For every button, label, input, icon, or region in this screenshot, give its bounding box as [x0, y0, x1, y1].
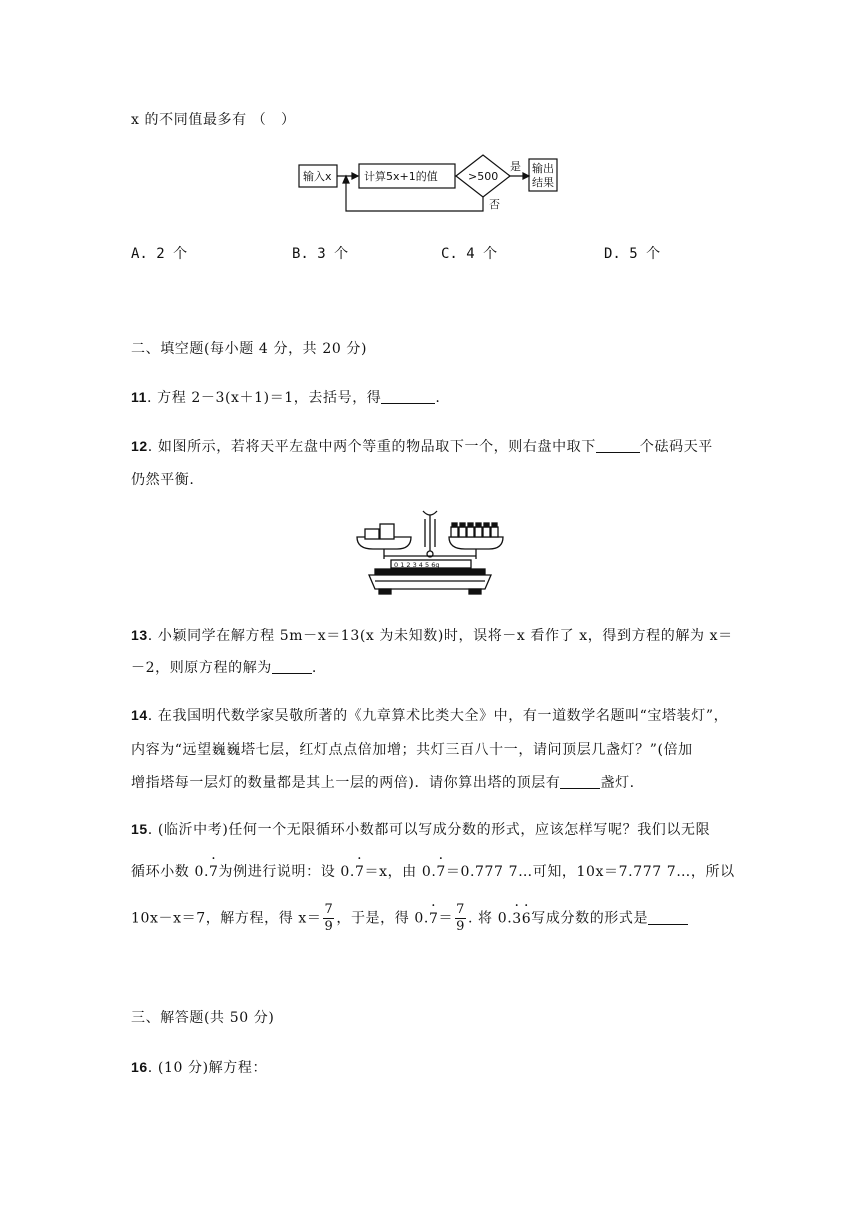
fraction-denominator: 9	[324, 919, 334, 934]
q10-stem: x 的不同值最多有 （ ）	[131, 112, 296, 128]
flow-compute-label: 计算5x+1的值	[364, 170, 438, 183]
q12-line2: 仍然平衡.	[131, 472, 195, 488]
option-d[interactable]: D. 5 个	[604, 246, 661, 262]
q15-text-2a: 循环小数 0.	[131, 864, 210, 880]
q14-text-1: . 在我国明代数学家吴敬所著的《九章算术比类大全》中，有一道数学名题叫“宝塔装灯”，	[147, 708, 729, 724]
q14-line3	[131, 773, 635, 793]
fraction	[323, 902, 334, 935]
section3-heading: 三、解答题(共 50 分)	[131, 1010, 275, 1026]
q13-text-a: －2，则原方程的解为	[131, 660, 272, 676]
fraction	[455, 902, 466, 935]
q15-repeating-digit: · 3	[512, 909, 522, 929]
flow-output-label-2: 结果	[532, 176, 554, 189]
q11-answer-blank[interactable]	[381, 389, 435, 404]
q14-line1	[131, 705, 728, 726]
balance-ruler-label: 0 1 2 3 4 5 6g	[394, 561, 440, 569]
q12-line1	[131, 436, 713, 457]
q15-repeating-digit: · 7	[355, 862, 365, 882]
q12-text-b: 个砝码天平	[639, 439, 713, 455]
q15-repeating-digit: · 7	[209, 862, 219, 882]
q15-line1	[131, 819, 710, 840]
option-b[interactable]: B. 3 个	[292, 246, 349, 262]
q15-text-3b: ，于是，得 0.	[336, 910, 429, 927]
section2-heading: 二、填空题(每小题 4 分，共 20 分)	[131, 341, 368, 357]
flow-output-label-1: 输出	[532, 162, 554, 175]
q14-answer-blank[interactable]	[560, 774, 600, 789]
flowchart	[296, 152, 566, 222]
q15-text-3d: ＝	[438, 910, 454, 927]
q12-answer-blank[interactable]	[596, 438, 640, 453]
q11-number: 11	[131, 389, 147, 405]
q16-number: 16	[131, 1059, 148, 1075]
fraction-numerator: 7	[456, 902, 465, 917]
flow-input-label: 输入x	[303, 170, 332, 183]
fraction-numerator: 7	[324, 902, 334, 917]
q15-text-3h: 写成分数的形式是	[531, 910, 649, 927]
option-a[interactable]: A. 2 个	[131, 246, 188, 262]
q15-answer-blank[interactable]	[648, 910, 688, 925]
q15-line2	[131, 862, 735, 882]
flow-no-label: 否	[489, 198, 500, 211]
fraction-denominator: 9	[456, 919, 465, 934]
q15-text-1: . (临沂中考)任何一个无限循环小数都可以写成分数的形式，应该怎样写呢？我们以无限	[147, 822, 711, 838]
q11	[131, 387, 440, 408]
q14-text-b: 盏灯.	[600, 775, 635, 791]
balance-scale-image	[353, 507, 507, 597]
q14-line2: 内容为“远望巍巍塔七层，红灯点点倍加增；共灯三百八十一，请问顶层几盏灯？”(倍加	[131, 742, 693, 758]
q15-line3	[131, 902, 688, 935]
q13-answer-blank[interactable]	[272, 659, 312, 674]
q15-repeating-digit: · 7	[429, 909, 439, 929]
q15-repeating-digit: · 7	[436, 862, 446, 882]
q13-text: . 小颖同学在解方程 5m－x＝13(x 为未知数)时，误将－x 看作了 x，得到方程的解为 x＝	[147, 628, 733, 644]
q12-text-a: . 如图所示，若将天平左盘中两个等重的物品取下一个，则右盘中取下	[147, 439, 596, 455]
q11-text: . 方程 2－3(x＋1)＝1，去括号，得	[147, 390, 382, 406]
q15-text-2g: ＝0.777 7…可知，10x＝7.777 7…，所以	[445, 864, 735, 880]
flow-condition-label: >500	[468, 170, 499, 183]
q14-text-a: 增指塔每一层灯的数量都是其上一层的两倍)．请你算出塔的顶层有	[131, 775, 561, 791]
q15-number: 15	[131, 821, 148, 837]
q16	[131, 1057, 267, 1078]
flow-yes-label: 是	[510, 160, 521, 173]
q13-number: 13	[131, 627, 148, 643]
q15-text-3e: . 将 0.	[467, 910, 513, 927]
q13-line1	[131, 625, 733, 646]
q15-text-3a: 10x－x＝7，解方程，得 x＝	[131, 910, 322, 927]
q15-repeating-digit: · 6	[522, 909, 532, 929]
q14-number: 14	[131, 707, 148, 723]
q12-number: 12	[131, 438, 148, 454]
q15-text-2e: ＝x，由 0.	[364, 864, 437, 880]
q16-text: . (10 分)解方程：	[147, 1060, 268, 1076]
q11-tail: .	[435, 390, 441, 406]
q13-text-b: .	[311, 660, 317, 676]
option-c[interactable]: C. 4 个	[441, 246, 498, 262]
q13-line2	[131, 658, 317, 678]
q15-text-2c: 为例进行说明：设 0.	[218, 864, 355, 880]
